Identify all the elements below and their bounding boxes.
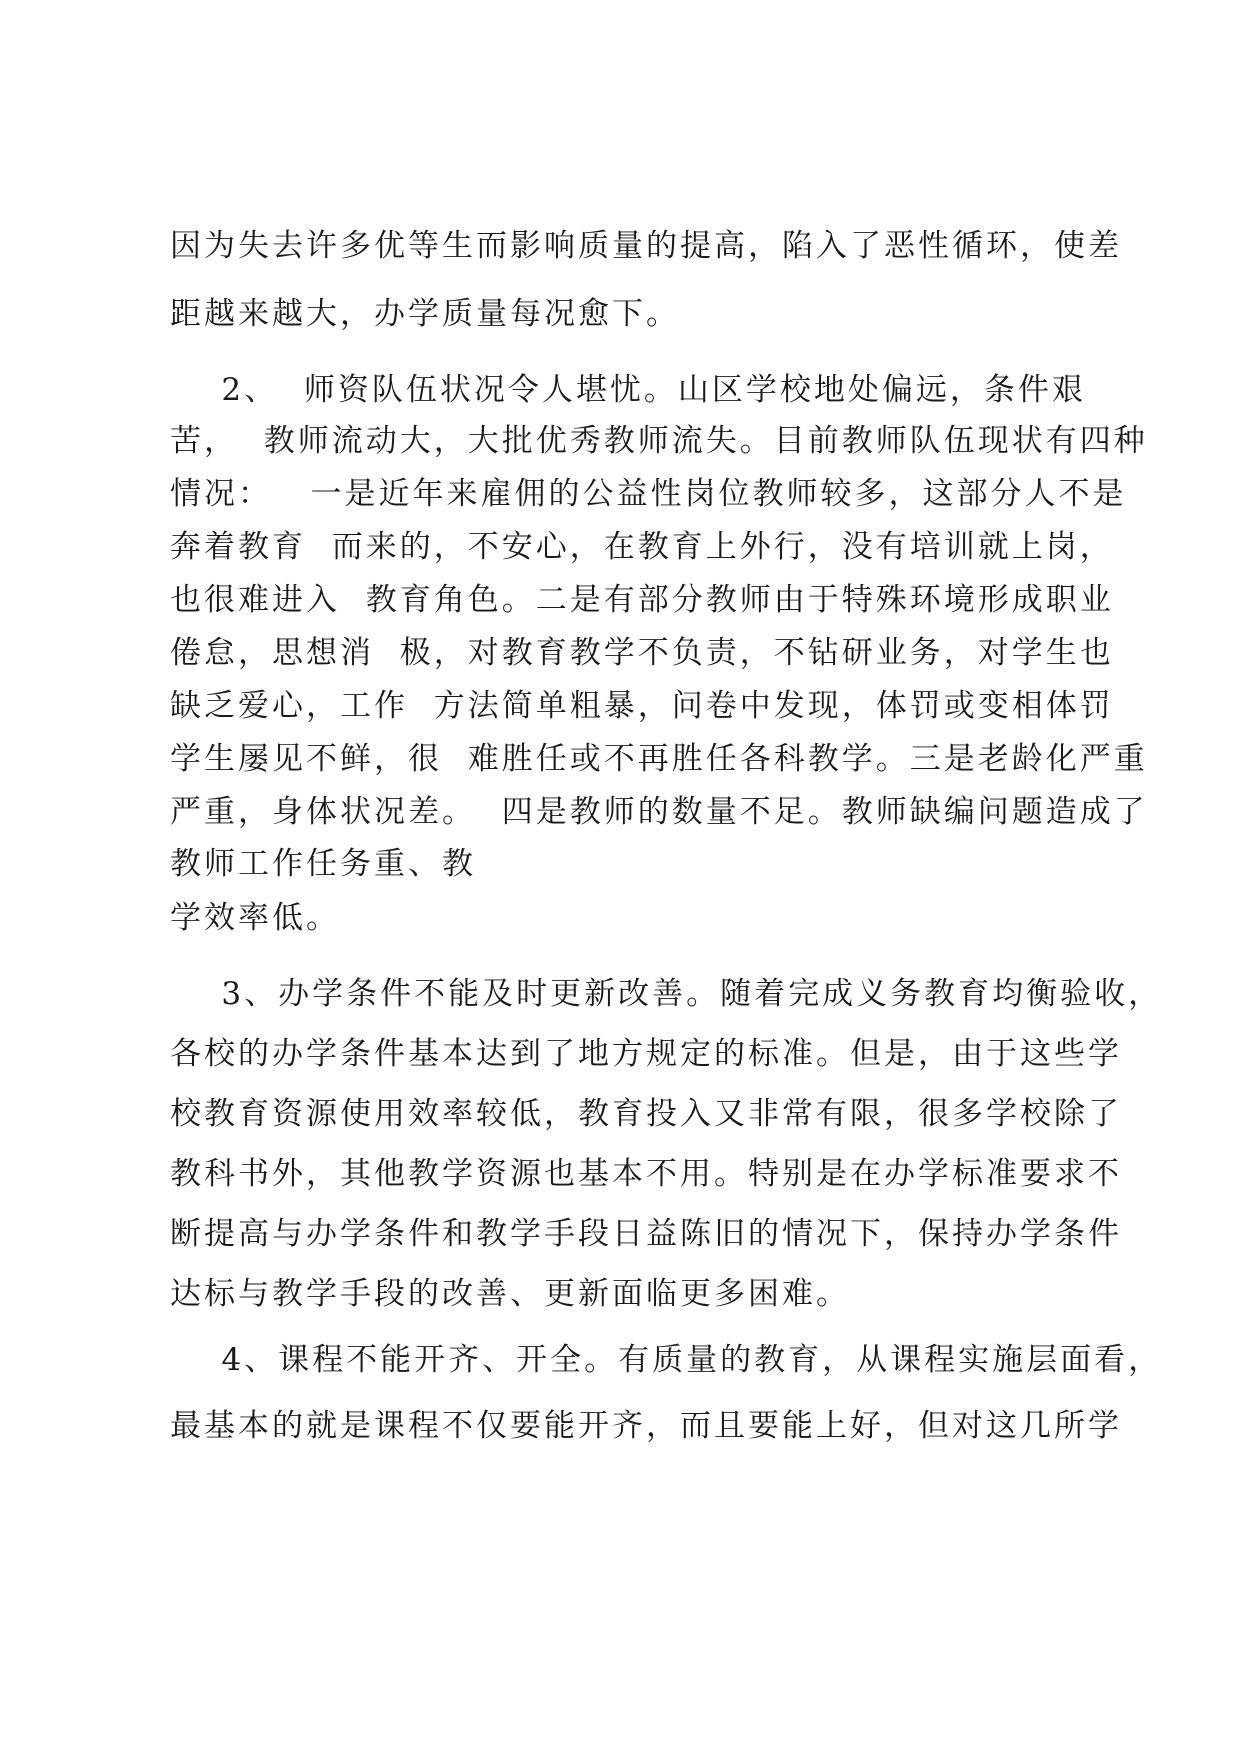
text-line: 奔着教育 而来的，不安心，在教育上外行，没有培训就上岗， bbox=[170, 529, 1114, 565]
text-line: 情况： 一是近年来雇佣的公益性岗位教师较多，这部分人不是 bbox=[170, 476, 1127, 512]
text-line: 学生屡见不鲜，很 难胜任或不再胜任各科教学。三是老龄化严重 bbox=[170, 741, 1148, 777]
text-line: 也很难进入 教育角色。二是有部分教师由于特殊环境形成职业 bbox=[170, 582, 1114, 618]
text-line: 达标与教学手段的改善、更新面临更多困难。 bbox=[170, 1276, 850, 1312]
text-line: 各校的办学条件基本达到了地方规定的标准。但是，由于这些学 bbox=[170, 1036, 1122, 1072]
text-line: 校教育资源使用效率较低，教育投入又非常有限，很多学校除了 bbox=[170, 1096, 1122, 1132]
text-line: 3、办学条件不能及时更新改善。随着完成义务教育均衡验收， bbox=[170, 976, 1163, 1012]
text-line: 因为失去许多优等生而影响质量的提高，陷入了恶性循环，使差 bbox=[170, 228, 1122, 264]
text-line: 最基本的就是课程不仅要能开齐，而且要能上好，但对这几所学 bbox=[170, 1408, 1122, 1444]
text-line: 缺乏爱心，工作 方法简单粗暴，问卷中发现，体罚或变相体罚 bbox=[170, 688, 1114, 724]
text-line: 距越来越大，办学质量每况愈下。 bbox=[170, 296, 680, 332]
text-line: 苦， 教师流动大，大批优秀教师流失。目前教师队伍现状有四种 bbox=[170, 423, 1148, 459]
text-line: 学效率低。 bbox=[170, 900, 340, 936]
text-line: 断提高与办学条件和教学手段日益陈旧的情况下，保持办学条件 bbox=[170, 1216, 1122, 1252]
text-line: 教师工作任务重、教 bbox=[170, 846, 476, 882]
text-line: 4、课程不能开齐、开全。有质量的教育，从课程实施层面看， bbox=[170, 1342, 1163, 1378]
text-line: 严重，身体状况差。 四是教师的数量不足。教师缺编问题造成了 bbox=[170, 794, 1148, 830]
text-line: 2、 师资队伍状况令人堪忧。山区学校地处偏远，条件艰 bbox=[170, 372, 1086, 408]
text-line: 倦怠，思想消 极，对教育教学不负责，不钻研业务，对学生也 bbox=[170, 635, 1114, 671]
text-line: 教科书外，其他教学资源也基本不用。特别是在办学标准要求不 bbox=[170, 1156, 1122, 1192]
